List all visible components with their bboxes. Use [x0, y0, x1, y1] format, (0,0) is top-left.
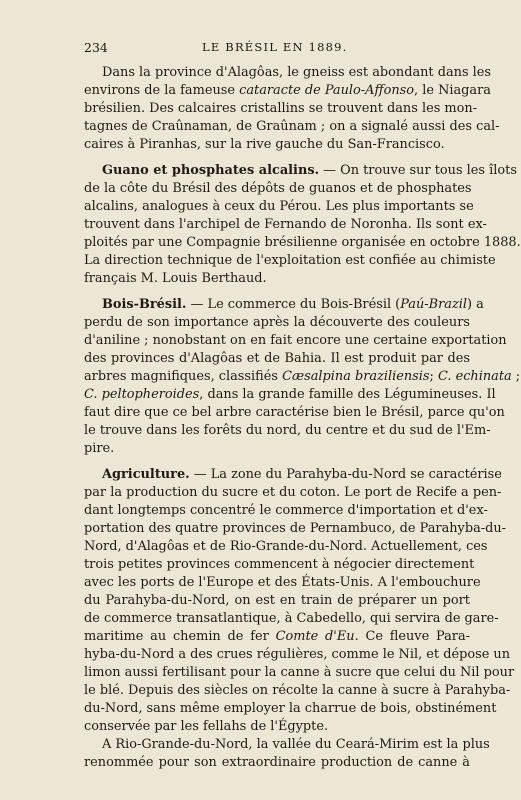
- text-line: le blé. Depuis des siècles on récolte la canne à sucre à Parahyba-: [84, 683, 511, 698]
- page-number: 234: [84, 40, 108, 55]
- text-line: arbres magnifiques, classifiés Cæsalpina braziliensis; C. echinata ;: [84, 369, 521, 384]
- text-line: maritime au chemin de fer Comte d'Eu. Ce fleuve Para-: [84, 629, 470, 644]
- text-line: caires à Piranhas, sur la rive gauche du San-Francisco.: [84, 137, 445, 152]
- italic-term: Cæsalpina braziliensis: [282, 369, 430, 384]
- text-line: ploités par une Compagnie brésilienne organisée en octobre 1888.: [84, 235, 521, 250]
- italic-term: C. echinata: [437, 369, 512, 384]
- text-line: Dans la province d'Alagôas, le gneiss est abondant dans les: [102, 65, 492, 80]
- text-line: du-Nord, sans même employer la charrue de bois, obstinément: [84, 701, 497, 716]
- text-line: limon aussi fertilisant pour la canne à sucre que celui du Nil pour: [84, 665, 515, 680]
- text-line: le trouve dans les forêts du nord, du centre et du sud de l'Em-: [84, 423, 491, 438]
- text-line: hyba-du-Nord a des crues régulières, comme le Nil, et dépose un: [84, 647, 511, 662]
- text-line: environs de la fameuse cataracte de Paulo-Affonso, le Niagara: [84, 83, 491, 98]
- italic-term: Paú-Brazil: [400, 297, 467, 312]
- text-line: par la production du sucre et du coton. Le port de Recife a pen-: [84, 485, 502, 500]
- text-line: du Parahyba-du-Nord, on est en train de préparer un port: [84, 593, 470, 608]
- text-line: alcalins, analogues à ceux du Pérou. Les plus importants se: [84, 199, 474, 214]
- text-line: des provinces d'Alagôas et de Bahia. Il est produit par des: [84, 351, 470, 366]
- text-line: faut dire que ce bel arbre caractérise bien le Brésil, parce qu'on: [84, 405, 505, 420]
- text-line: de commerce transatlantique, à Cabedello, qui servira de gare-: [84, 611, 499, 626]
- text-line: La direction technique de l'exploitation est confiée au chimiste: [84, 253, 496, 268]
- text-line: dant longtemps concentré le commerce d'importation et d'ex-: [84, 503, 488, 518]
- running-header: [84, 40, 359, 56]
- text-line: de la côte du Brésil des dépôts de guanos et de phosphates: [84, 181, 472, 196]
- text-line: tagnes de Craûnaman, de Graûnam ; on a signalé aussi des cal-: [84, 119, 500, 134]
- text-line: renommée pour son extraordinaire production de canne à: [84, 755, 470, 770]
- text-line: perdu de son importance après la découverte des couleurs: [84, 315, 470, 330]
- text-line: portation des quatre provinces de Pernambuco, de Parahyba-du-: [84, 521, 507, 536]
- text-line: d'aniline ; nonobstant on en fait encore une certaine exportation: [84, 333, 507, 348]
- text-line: conservée par les fellahs de l'Égypte.: [84, 719, 329, 734]
- text-line: brésilien. Des calcaires cristallins se trouvent dans les mon-: [84, 101, 478, 116]
- text-line: Guano et phosphates alcalins. — On trouve sur tous les îlots: [102, 163, 517, 178]
- running-title: LE BRÉSIL EN 1889.: [202, 40, 348, 54]
- text-line: pire.: [84, 441, 115, 456]
- text-line: Bois-Brésil. — Le commerce du Bois-Brésil (Paú-Brazil) a: [102, 297, 484, 312]
- text-line: Agriculture. — La zone du Parahyba-du-Nord se caractérise: [102, 467, 502, 482]
- italic-term: Comte d'Eu: [275, 629, 355, 644]
- text-line: trouvent dans l'archipel de Fernando de Noronha. Ils sont ex-: [84, 217, 487, 232]
- text-line: français M. Louis Berthaud.: [84, 271, 267, 286]
- text-line: avec les ports de l'Europe et des États-Unis. A l'embouchure: [84, 575, 481, 590]
- italic-term: cataracte de Paulo-Affonso: [239, 83, 415, 98]
- text-line: A Rio-Grande-du-Nord, la vallée du Ceará-Mirim est la plus: [102, 737, 490, 752]
- text-line: C. peltopheroides, dans la grande famille des Légumineuses. Il: [84, 387, 496, 402]
- text-line: Nord, d'Alagôas et de Rio-Grande-du-Nord. Actuellement, ces: [84, 539, 488, 554]
- section-heading: Bois-Brésil.: [102, 297, 187, 312]
- section-heading: Agriculture.: [102, 467, 190, 482]
- section-heading: Guano et phosphates alcalins.: [102, 163, 320, 178]
- italic-term: C. peltopheroides: [84, 387, 200, 402]
- text-line: trois petites provinces commencent à négocier directement: [84, 557, 475, 572]
